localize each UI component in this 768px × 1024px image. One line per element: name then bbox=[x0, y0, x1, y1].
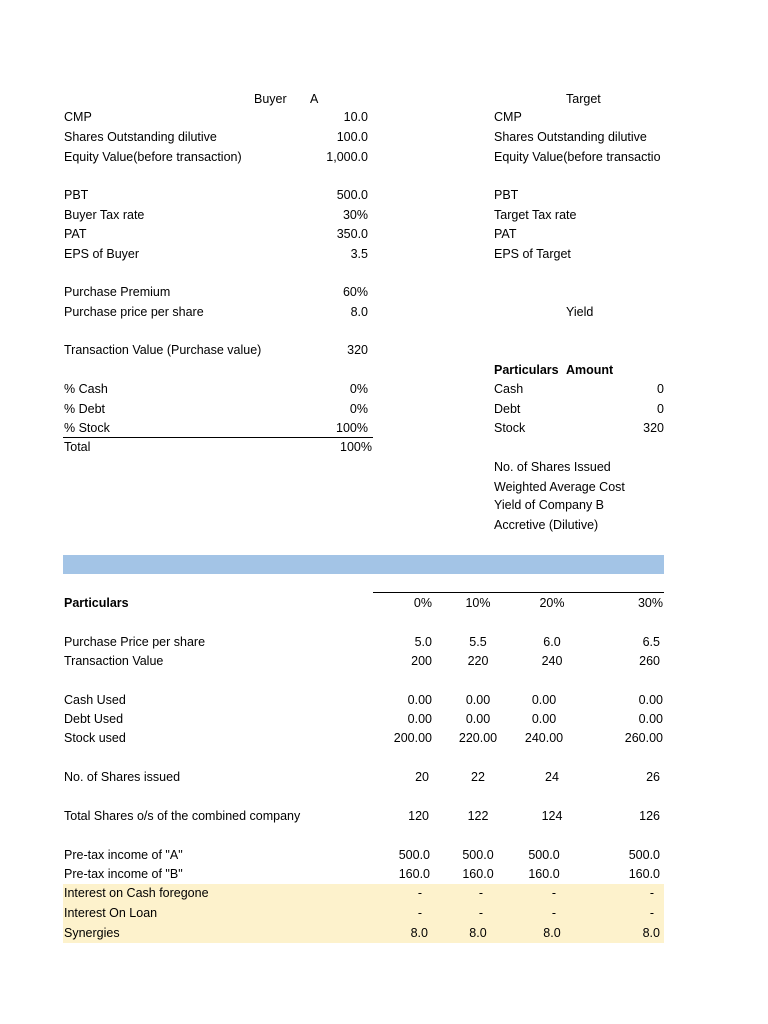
target-row-label: PAT bbox=[494, 227, 517, 241]
table-cell: 122 bbox=[467, 809, 489, 823]
table-cell: 220 bbox=[467, 654, 489, 668]
buyer-row-label: EPS of Buyer bbox=[64, 247, 140, 261]
buyer-row-value: 0% bbox=[349, 402, 368, 416]
table-cell: 260 bbox=[639, 654, 660, 668]
column-header: 30% bbox=[637, 596, 663, 610]
buyer-row-value: 30% bbox=[342, 208, 368, 222]
buyer-header-label: Buyer bbox=[254, 92, 287, 106]
target-row-label: CMP bbox=[494, 110, 522, 124]
buyer-row-value: 10.0 bbox=[343, 110, 368, 124]
total-divider bbox=[63, 437, 373, 438]
table-cell: 8.0 bbox=[410, 926, 428, 940]
table-cell: 124 bbox=[541, 809, 563, 823]
table-cell: - bbox=[478, 886, 484, 900]
summary-label: Weighted Average Cost bbox=[494, 480, 625, 494]
table-row-label: Stock used bbox=[64, 731, 126, 745]
buyer-row-value: 8.0 bbox=[350, 305, 368, 319]
table-cell: - bbox=[417, 906, 423, 920]
funding-value: 0 bbox=[657, 382, 664, 396]
buyer-row-label: % Debt bbox=[64, 402, 105, 416]
buyer-row-value: 320 bbox=[347, 343, 368, 357]
target-header-label: Target bbox=[566, 92, 601, 106]
table-cell: 126 bbox=[639, 809, 660, 823]
table-cell: 5.5 bbox=[469, 635, 487, 649]
table-cell: - bbox=[551, 886, 557, 900]
table-row-label: Total Shares o/s of the combined company bbox=[64, 809, 301, 823]
buyer-row-value: 500.0 bbox=[336, 188, 368, 202]
summary-label: Accretive (Dilutive) bbox=[494, 518, 599, 532]
table-row-label: Synergies bbox=[64, 926, 120, 940]
table-cell: 5.0 bbox=[414, 635, 432, 649]
target-row-label: Target Tax rate bbox=[494, 208, 577, 222]
table-cell: 500.0 bbox=[528, 848, 560, 862]
table-row-label: Interest On Loan bbox=[64, 906, 158, 920]
buyer-row-label: Shares Outstanding dilutive bbox=[64, 130, 217, 144]
buyer-row-label: Transaction Value (Purchase value) bbox=[64, 343, 262, 357]
table-row-label: Interest on Cash foregone bbox=[64, 886, 209, 900]
buyer-row-value: 1,000.0 bbox=[326, 150, 368, 164]
table-row-label: Cash Used bbox=[64, 693, 126, 707]
table-row-label: Transaction Value bbox=[64, 654, 164, 668]
table-row-label: No. of Shares issued bbox=[64, 770, 181, 784]
amount-header: Amount bbox=[566, 363, 614, 377]
table-cell: 160.0 bbox=[528, 867, 560, 881]
target-row-label: EPS of Target bbox=[494, 247, 571, 261]
table-cell: 20 bbox=[415, 770, 429, 784]
buyer-row-label: Purchase Premium bbox=[64, 285, 171, 299]
column-header: 0% bbox=[413, 596, 432, 610]
table-cell: 200.00 bbox=[393, 731, 432, 745]
buyer-row-label: PBT bbox=[64, 188, 89, 202]
table-cell: - bbox=[649, 886, 654, 900]
buyer-row-value: 100.0 bbox=[336, 130, 368, 144]
table-cell: 260.00 bbox=[624, 731, 663, 745]
table-cell: 500.0 bbox=[462, 848, 494, 862]
table-cell: 24 bbox=[545, 770, 559, 784]
funding-label: Cash bbox=[494, 382, 524, 396]
table-cell: 22 bbox=[471, 770, 485, 784]
table-cell: 0.00 bbox=[531, 693, 557, 707]
section-band bbox=[63, 555, 664, 574]
buyer-row-label: Buyer Tax rate bbox=[64, 208, 145, 222]
table-cell: 8.0 bbox=[469, 926, 487, 940]
table-cell: 160.0 bbox=[398, 867, 430, 881]
buyer-header-name: A bbox=[310, 92, 319, 106]
table-cell: - bbox=[417, 886, 423, 900]
table-cell: 0.00 bbox=[531, 712, 557, 726]
table-row-label: Pre-tax income of "B" bbox=[64, 867, 183, 881]
target-row-label: PBT bbox=[494, 188, 519, 202]
buyer-row-label: PAT bbox=[64, 227, 87, 241]
table-cell: 0.00 bbox=[407, 693, 432, 707]
column-header: 20% bbox=[539, 596, 565, 610]
table-cell: 160.0 bbox=[628, 867, 660, 881]
table-cell: 220.00 bbox=[458, 731, 498, 745]
summary-label: No. of Shares Issued bbox=[494, 460, 611, 474]
target-row-label: Equity Value(before transactio bbox=[494, 150, 661, 164]
table-row-label: Debt Used bbox=[64, 712, 124, 726]
table-cell: 6.5 bbox=[642, 635, 660, 649]
buyer-row-value: 60% bbox=[342, 285, 368, 299]
table-cell: 160.0 bbox=[462, 867, 494, 881]
table-cell: 0.00 bbox=[465, 712, 491, 726]
table-cell: 500.0 bbox=[398, 848, 430, 862]
table-cell: 0.00 bbox=[638, 693, 663, 707]
table-cell: - bbox=[551, 906, 557, 920]
funding-value: 320 bbox=[643, 421, 664, 435]
table-cell: 120 bbox=[408, 809, 429, 823]
funding-label: Stock bbox=[494, 421, 526, 435]
table-cell: 0.00 bbox=[407, 712, 432, 726]
buyer-row-value: 3.5 bbox=[350, 247, 368, 261]
table-cell: 0.00 bbox=[465, 693, 491, 707]
table-cell: 200 bbox=[411, 654, 432, 668]
buyer-total-label: Total bbox=[64, 440, 91, 454]
header-top-rule bbox=[373, 592, 664, 593]
target-row-label: Shares Outstanding dilutive bbox=[494, 130, 647, 144]
particulars-header: Particulars bbox=[494, 363, 559, 377]
table-cell: 0.00 bbox=[638, 712, 663, 726]
summary-label: Yield of Company B bbox=[494, 498, 605, 512]
column-header: 10% bbox=[465, 596, 491, 610]
table-row-label: Purchase Price per share bbox=[64, 635, 206, 649]
table-cell: 240.00 bbox=[524, 731, 564, 745]
table-cell: 8.0 bbox=[642, 926, 660, 940]
table-cell: - bbox=[478, 906, 484, 920]
funding-label: Debt bbox=[494, 402, 521, 416]
table-cell: 8.0 bbox=[543, 926, 561, 940]
buyer-row-value: 0% bbox=[349, 382, 368, 396]
buyer-row-label: % Stock bbox=[64, 421, 110, 435]
yield-label: Yield bbox=[566, 305, 594, 319]
table-cell: 6.0 bbox=[543, 635, 561, 649]
buyer-row-label: Equity Value(before transaction) bbox=[64, 150, 242, 164]
buyer-row-value: 100% bbox=[336, 421, 368, 435]
table-cell: 240 bbox=[541, 654, 563, 668]
funding-value: 0 bbox=[657, 402, 664, 416]
buyer-row-label: CMP bbox=[64, 110, 92, 124]
table-row-label: Pre-tax income of "A" bbox=[64, 848, 183, 862]
buyer-row-value: 350.0 bbox=[336, 227, 368, 241]
table-cell: 26 bbox=[646, 770, 660, 784]
buyer-row-label: Purchase price per share bbox=[64, 305, 204, 319]
sensitivity-header: Particulars bbox=[64, 596, 129, 610]
table-cell: - bbox=[649, 906, 654, 920]
buyer-total-value: 100% bbox=[340, 440, 372, 454]
table-cell: 500.0 bbox=[628, 848, 660, 862]
buyer-row-label: % Cash bbox=[64, 382, 108, 396]
